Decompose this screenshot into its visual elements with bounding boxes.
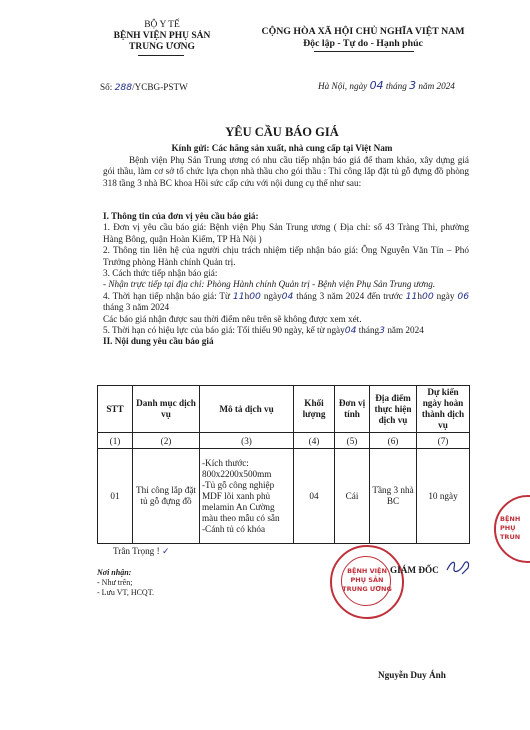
doc-no-prefix: Số: [100,82,113,92]
salutation: Kính gửi: Các hãng sản xuất, nhà cung cấp tại Việt Nam [171,143,393,153]
date-year: năm 2024 [418,81,455,91]
section-1-item-4-note: Các báo giá nhận được sau thời điểm nêu trên sẽ không được xem xét. [103,313,362,324]
item4-text-g: tháng 3 năm 2024 [103,302,170,313]
doc-no-handwritten: 288 [114,82,133,93]
date-month: 3 [409,79,417,92]
document-date [318,80,455,92]
item4-text-d: tháng 3 năm 2024 đến trước [296,290,403,301]
section-1 [103,211,469,348]
item4-text-e: h [417,290,422,301]
col-header-duration: Dự kiến ngày hoàn thành dịch vụ [417,386,470,433]
cell-duration: 10 ngày [417,449,470,544]
table-number-row [98,433,470,449]
section-1-item-3: 3. Cách thức tiếp nhận báo giá: [103,268,218,279]
country-name: CỘNG HÒA XÃ HỘI CHỦ NGHĨA VIỆT NAM [261,26,465,37]
signature-scribble [444,556,474,578]
desc-line-2: -Tủ gỗ công nghiệp MDF lõi xanh phủ melamin An Cường màu theo mẫu có sẵn [202,479,280,523]
recipients-block [97,568,154,598]
col-number: (5) [335,433,370,449]
col-number: (7) [417,433,470,449]
item4-minute-start: 00 [249,290,261,302]
stamp-line-3: TRUNG ƯƠNG [342,585,392,593]
col-header-quantity: Khối lượng [294,386,335,433]
signer-name: Nguyễn Duy Ánh [378,670,446,680]
recipient-1: - Như trên; [97,578,133,587]
item4-minute-end: 00 [421,290,434,302]
item4-hour-end: 11 [405,290,418,302]
item4-hour-start: 11 [232,290,245,302]
col-number: (1) [98,433,133,449]
red-seal-stamp [330,545,404,619]
item5-text-c: năm 2024 [387,325,424,336]
recipients-label: Nơi nhận: [97,568,132,577]
document-number [100,82,188,93]
desc-line-1: -Kích thước: 800x2200x500mm [202,457,272,479]
section-1-item-3-detail: - Nhận trực tiếp tại địa chỉ: Phòng Hành chính Quản trị - Bệnh viện Phụ Sản Trung ương. [103,279,436,290]
col-header-unit: Đơn vị tính [335,386,370,433]
cell-quantity: 04 [294,449,335,544]
item5-day: 04 [344,325,357,337]
intro-paragraph: Bệnh viện Phụ Sản Trung ương có nhu cầu tiếp nhận báo giá để tham khảo, xây dựng giá gói thầu, làm cơ sở tổ chức lựa chọn nhà thầu cho gói thầu : Thi công lắp đặt tủ gỗ đựng đồ phòng 318 tầng 3 nhà BC khoa Hồi sức cấp cứu với nội dung cụ thể như sau: [103,155,469,188]
letterhead-right [256,26,470,50]
motto-underline [314,51,414,52]
col-number: (3) [200,433,294,449]
desc-line-3: -Cánh tủ có khóa [202,523,266,534]
signature-title: GIÁM ĐỐC [390,565,439,575]
col-number: (4) [294,433,335,449]
item4-text-c: ngày [263,290,282,301]
cell-description [200,449,294,544]
section-1-item-4 [103,291,469,314]
item4-day-end: 06 [457,290,470,302]
col-header-description: Mô tả dịch vụ [200,386,294,433]
request-table [97,385,470,544]
col-number: (6) [370,433,417,449]
hospital-name-line2: TRUNG ƯƠNG [129,42,195,52]
section-1-item-1: 1. Đơn vị yêu cầu báo giá: Bệnh viện Phụ Sản Trung ương ( Địa chỉ: số 43 Tràng Thi, phường Hàng Bông, quận Hoàn Kiếm, TP Hà Nội ) [103,222,469,244]
stamp-line-2: PHỤ SẢN [350,576,384,584]
table-row [98,449,470,544]
item4-text-a: 4. Thời hạn tiếp nhận báo giá: Từ [103,290,230,301]
partial-seal-stamp: BỆNH PHỤ TRUN [494,495,530,563]
date-prefix: Hà Nội, ngày [318,81,368,91]
item4-text-b: h [244,290,250,301]
table-header-row [98,386,470,433]
national-motto: Độc lập - Tự do - Hạnh phúc [303,38,423,49]
closing-text: Trân Trọng ! [113,546,160,556]
date-day: 04 [369,79,384,92]
item5-month: 3 [379,325,386,337]
cell-unit: Cái [335,449,370,544]
date-month-prefix: tháng [385,81,407,91]
section-1-item-2: 2. Thông tin liên hệ của người chịu trách nhiệm tiếp nhận báo giá: Ông Nguyễn Văn Tín – Phó Trưởng phòng Hành chính Quản trị. [103,245,469,267]
col-header-service: Danh mục dịch vụ [133,386,200,433]
cell-stt: 01 [98,449,133,544]
item4-text-f: ngày [436,290,455,301]
recipient-2: - Lưu VT, HCQT. [97,588,154,597]
letterhead-left-underline [138,55,184,56]
item5-text-a: 5. Thời hạn có hiệu lực của báo giá: Tối thiểu 90 ngày, kể từ ngày [103,325,345,336]
document-title: YÊU CẦU BÁO GIÁ [225,125,339,139]
letterhead-left [92,20,232,53]
col-header-location: Địa điểm thực hiện dịch vụ [370,386,417,433]
cell-location: Tầng 3 nhà BC [370,449,417,544]
col-number: (2) [133,433,200,449]
section-1-item-5 [103,325,469,336]
section-2-heading: II. Nội dung yêu cầu báo giá [103,336,214,347]
initials-mark: ✓ [161,547,170,557]
hospital-name-line1: BỆNH VIỆN PHỤ SẢN [113,31,211,41]
cell-service: Thi công lắp đặt tủ gỗ đựng đồ [133,449,200,544]
doc-no-suffix: /YCBG-PSTW [132,82,188,92]
section-1-heading: I. Thông tin của đơn vị yêu cầu báo giá: [103,211,259,221]
item5-text-b: tháng [358,325,380,336]
ministry-name: BỘ Y TẾ [144,20,180,30]
col-header-stt: STT [98,386,133,433]
item4-day-start: 04 [281,290,294,302]
stamp-line-1: BỆNH VIỆN [347,567,387,575]
closing-line [113,546,169,558]
